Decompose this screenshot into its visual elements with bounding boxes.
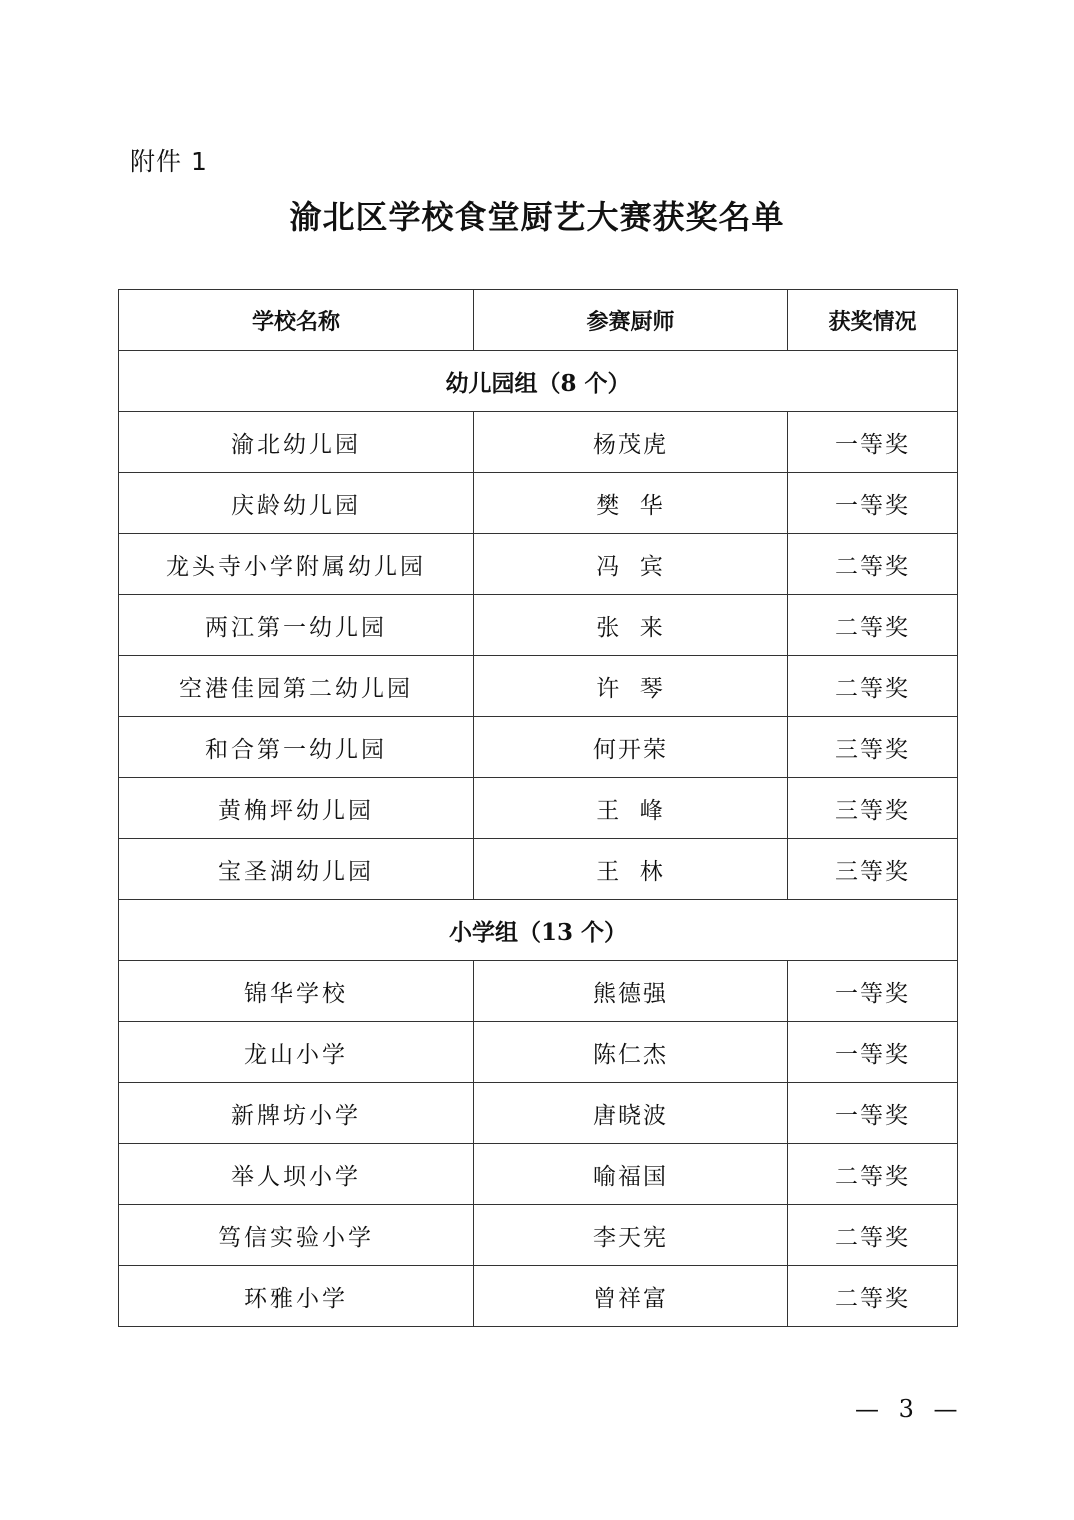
header-award: 获奖情况 <box>788 290 958 351</box>
chef-cell: 杨茂虎 <box>474 412 788 473</box>
award-cell: 二等奖 <box>788 1266 958 1327</box>
attachment-label: 附件 1 <box>130 147 208 176</box>
chef-cell: 曾祥富 <box>474 1266 788 1327</box>
chef-cell: 唐晓波 <box>474 1083 788 1144</box>
chef-cell: 王 峰 <box>474 778 788 839</box>
school-cell: 和合第一幼儿园 <box>119 717 474 778</box>
award-cell: 二等奖 <box>788 1205 958 1266</box>
table-row <box>119 534 958 595</box>
table-row <box>119 717 958 778</box>
document-title: 渝北区学校食堂厨艺大赛获奖名单 <box>289 198 785 236</box>
chef-cell: 何开荣 <box>474 717 788 778</box>
chef-cell: 许 琴 <box>474 656 788 717</box>
award-cell: 三等奖 <box>788 717 958 778</box>
chef-cell: 李天宪 <box>474 1205 788 1266</box>
group-row-kindergarten <box>119 351 958 412</box>
award-cell: 一等奖 <box>788 1083 958 1144</box>
school-cell: 笃信实验小学 <box>119 1205 474 1266</box>
award-table <box>118 289 958 1327</box>
school-cell: 举人坝小学 <box>119 1144 474 1205</box>
school-cell: 两江第一幼儿园 <box>119 595 474 656</box>
award-cell: 二等奖 <box>788 1144 958 1205</box>
chef-cell: 冯 宾 <box>474 534 788 595</box>
group-label: 幼儿园组（8 个） <box>119 351 958 412</box>
award-cell: 二等奖 <box>788 595 958 656</box>
header-chef: 参赛厨师 <box>474 290 788 351</box>
school-cell: 龙头寺小学附属幼儿园 <box>119 534 474 595</box>
chef-cell: 喻福国 <box>474 1144 788 1205</box>
group-row-primary-school <box>119 900 958 961</box>
table-row <box>119 1083 958 1144</box>
table-row <box>119 1022 958 1083</box>
chef-cell: 樊 华 <box>474 473 788 534</box>
table-row <box>119 656 958 717</box>
award-cell: 一等奖 <box>788 961 958 1022</box>
school-cell: 宝圣湖幼儿园 <box>119 839 474 900</box>
table-row <box>119 839 958 900</box>
chef-cell: 陈仁杰 <box>474 1022 788 1083</box>
table-row <box>119 1144 958 1205</box>
chef-cell: 王 林 <box>474 839 788 900</box>
page-number: — 3 — <box>855 1395 964 1423</box>
school-cell: 渝北幼儿园 <box>119 412 474 473</box>
school-cell: 环雅小学 <box>119 1266 474 1327</box>
award-cell: 一等奖 <box>788 412 958 473</box>
award-cell: 三等奖 <box>788 778 958 839</box>
school-cell: 龙山小学 <box>119 1022 474 1083</box>
group-label: 小学组（13 个） <box>119 900 958 961</box>
award-cell: 三等奖 <box>788 839 958 900</box>
school-cell: 庆龄幼儿园 <box>119 473 474 534</box>
school-cell: 黄桷坪幼儿园 <box>119 778 474 839</box>
award-cell: 一等奖 <box>788 1022 958 1083</box>
award-cell: 一等奖 <box>788 473 958 534</box>
chef-cell: 张 来 <box>474 595 788 656</box>
table-row <box>119 1205 958 1266</box>
table-row <box>119 595 958 656</box>
school-cell: 新牌坊小学 <box>119 1083 474 1144</box>
chef-cell: 熊德强 <box>474 961 788 1022</box>
header-school-name: 学校名称 <box>119 290 474 351</box>
table-row <box>119 473 958 534</box>
award-cell: 二等奖 <box>788 534 958 595</box>
table-row <box>119 961 958 1022</box>
school-cell: 空港佳园第二幼儿园 <box>119 656 474 717</box>
table-row <box>119 1266 958 1327</box>
school-cell: 锦华学校 <box>119 961 474 1022</box>
award-cell: 二等奖 <box>788 656 958 717</box>
table-header-row <box>119 290 958 351</box>
table-row <box>119 412 958 473</box>
table-row <box>119 778 958 839</box>
